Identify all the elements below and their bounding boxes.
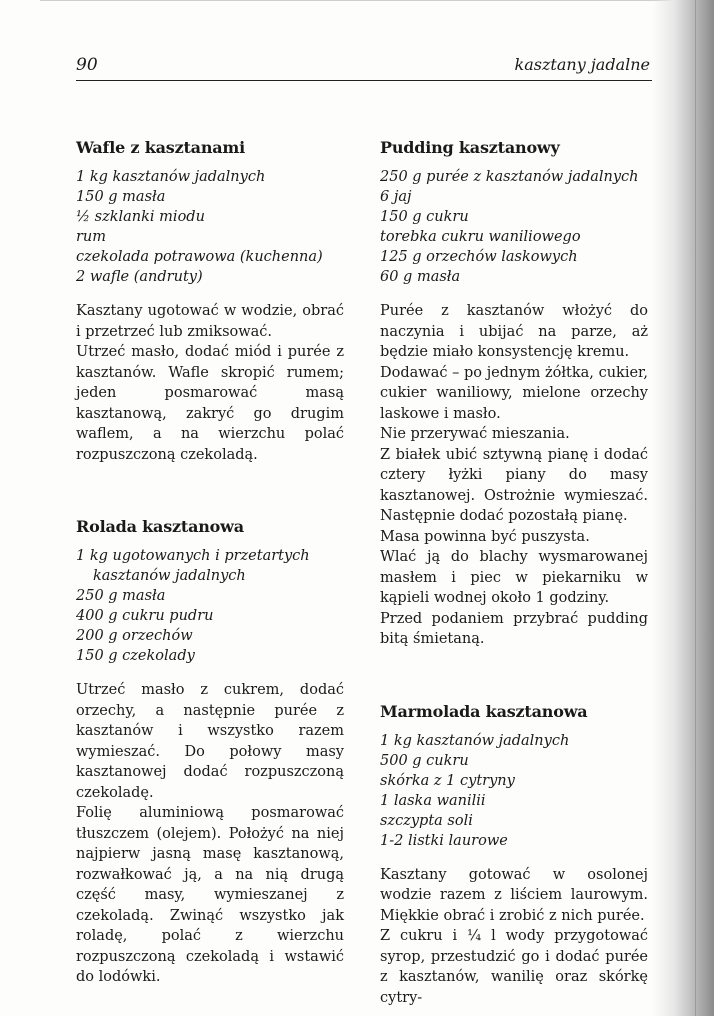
ingredient: 250 g masła: [76, 588, 166, 604]
ingredient: 125 g orzechów laskowych: [380, 249, 578, 265]
ingredient: rum: [76, 229, 107, 245]
method-paragraph: Nie przerywać mieszania.: [380, 426, 570, 442]
ingredient: 1 kg ugotowanych i przetartych: [76, 548, 310, 564]
page-edge-shadow: [652, 0, 714, 1016]
method-paragraph: Folię aluminiową posmarować tłuszczem (olejem). Położyć na niej najpierw jasną masę kasztanową, rozwałkować ją, a na nią drugą część masy, wymieszanej z czekoladą. Zwinąć wszystko jak roladę, polać z wierzchu rozpuszczoną czekoladą i wstawić do lodówki.: [76, 805, 344, 985]
ingredient: 500 g cukru: [380, 752, 469, 769]
right-column: [380, 138, 648, 1008]
ingredient: 250 g purée z kasztanów jadalnych: [380, 169, 639, 185]
ingredient: 1-2 listki laurowe: [380, 832, 508, 849]
ingredient: 150 g czekolady: [76, 648, 195, 664]
recipe-title: Rolada kasztanowa: [76, 517, 244, 536]
ingredient: 1 kg kasztanów jadalnych: [76, 169, 266, 185]
recipe-title: Wafle z kasztanami: [76, 138, 246, 157]
page-number: 90: [76, 55, 98, 75]
method-paragraph: Purée z kasztanów włożyć do naczynia i ubijać na parze, aż będzie miało konsystencję kremu.: [380, 303, 648, 360]
page-edge-line: [695, 0, 696, 1016]
method-paragraph: Dodawać – po jednym żółtka, cukier, cukier waniliowy, mielone orzechy laskowe i masło.: [380, 364, 648, 422]
ingredient-list: [76, 167, 344, 287]
ingredient-list: [380, 167, 648, 287]
ingredient: 1 laska wanilii: [380, 792, 486, 809]
page-header: [76, 55, 650, 81]
ingredient: 60 g masła: [380, 269, 461, 285]
method-paragraph: Z cukru i ¼ l wody przygotować syrop, przestudzić go i dodać purée z kasztanów, wanilię oraz skórkę cytry-: [380, 928, 648, 1006]
ingredient: czekolada potrawowa (kuchenna): [76, 249, 323, 265]
method-text: [380, 865, 648, 1009]
header-rule: [76, 80, 652, 81]
method-paragraph: Przed podaniem przybrać pudding bitą śmietaną.: [380, 610, 648, 647]
method-text: [380, 301, 648, 650]
ingredient: torebka cukru waniliowego: [380, 229, 581, 245]
method-paragraph: Masa powinna być puszysta.: [380, 528, 590, 545]
ingredient: 6 jaj: [380, 189, 412, 205]
scan-top-line: [40, 0, 680, 1]
method-paragraph: Kasztany gotować w osolonej wodzie razem z liściem laurowym. Miękkie obrać i zrobić z nich purée.: [380, 866, 648, 924]
method-paragraph: Kasztany ugotować w wodzie, obrać i przetrzeć lub zmiksować.: [76, 303, 344, 340]
running-title: kasztany jadalne: [514, 55, 650, 74]
recipe-title: Marmolada kasztanowa: [380, 701, 588, 721]
recipe-wafle: [76, 138, 344, 465]
ingredient: skórka z 1 cytryny: [380, 772, 515, 789]
method-paragraph: Wlać ją do blachy wysmarowanej masłem i piec w piekarniku w kąpieli wodnej około 1 godziny.: [380, 549, 648, 606]
ingredient: ½ szklanki miodu: [76, 209, 205, 225]
ingredient: 200 g orzechów: [76, 628, 193, 644]
ingredient: 150 g cukru: [380, 209, 469, 225]
ingredient: kasztanów jadalnych: [93, 568, 246, 584]
ingredient: 400 g cukru pudru: [76, 608, 214, 624]
recipe-rolada: [76, 517, 344, 988]
recipe-pudding: [380, 138, 648, 650]
left-column: [76, 138, 344, 988]
ingredient: 150 g masła: [76, 189, 166, 205]
ingredient: szczypta soli: [380, 812, 473, 829]
recipe-marmolada: [380, 702, 648, 1009]
method-paragraph: Utrzeć masło, dodać miód i purée z kasztanów. Wafle skropić rumem; jeden posmarować masą kasztanową, zakryć go drugim waflem, a na wierzchu polać rozpuszczoną czekoladą.: [76, 344, 344, 463]
ingredient-list: [380, 731, 648, 851]
method-paragraph: Utrzeć masło z cukrem, dodać orzechy, a następnie purée z kasztanów i wszystko razem wymieszać. Do połowy masy kasztanowej dodać rozpuszczoną czekoladę.: [76, 682, 344, 801]
ingredient: 2 wafle (andruty): [76, 269, 203, 285]
ingredient-list: [76, 546, 344, 666]
method-text: [76, 301, 344, 465]
recipe-title: Pudding kasztanowy: [380, 138, 560, 157]
method-text: [76, 680, 344, 988]
ingredient: 1 kg kasztanów jadalnych: [380, 732, 570, 749]
method-paragraph: Z białek ubić sztywną pianę i dodać cztery łyżki piany do masy kasztanowej. Ostrożnie wymieszać. Następnie dodać pozostałą pianę.: [380, 446, 648, 524]
